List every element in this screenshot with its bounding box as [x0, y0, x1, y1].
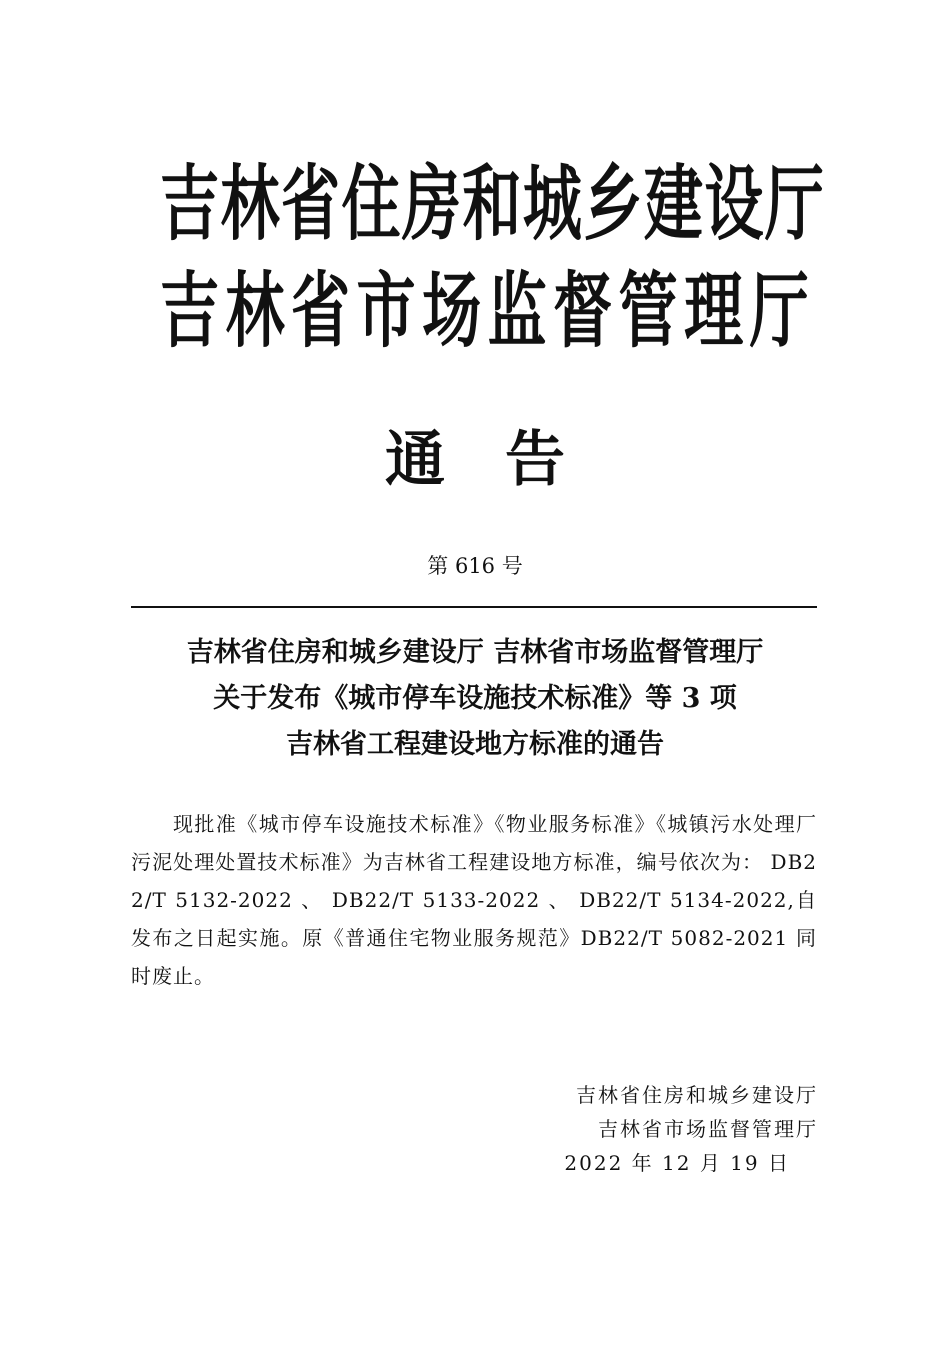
signature-block [564, 1078, 818, 1180]
issuer-title-market: 吉林省市场监督管理厅 [160, 264, 816, 359]
body-paragraph: 现批准《城市停车设施技术标准》《物业服务标准》《城镇污水处理厂污泥处理处置技术标准》为吉林省工程建设地方标准，编号依次为： DB22/T 5132-2022 、 DB22/T 5133-2022 、 DB22/T 5134-2022,自发布之日起实施。原《普通住宅物业服务规范》DB22/T 5082-2021 同时废止。 [131, 812, 817, 988]
document-heading [120, 630, 830, 768]
heading-line-1: 吉林省住房和城乡建设厅 吉林省市场监督管理厅 [186, 637, 764, 668]
signature-org-housing: 吉林省住房和城乡建设厅 [576, 1083, 818, 1107]
heading-line-2: 关于发布《城市停车设施技术标准》等 3 项 [213, 683, 737, 714]
signature-org-market: 吉林省市场监督管理厅 [598, 1117, 818, 1141]
notice-title: 通告 [385, 425, 625, 495]
notice-number: 第 616 号 [427, 554, 523, 578]
header-divider [131, 606, 817, 608]
heading-line-3: 吉林省工程建设地方标准的通告 [286, 729, 664, 760]
issuer-title-housing: 吉林省住房和城乡建设厅 [160, 157, 826, 252]
signature-date: 2022 年 12 月 19 日 [564, 1151, 790, 1175]
